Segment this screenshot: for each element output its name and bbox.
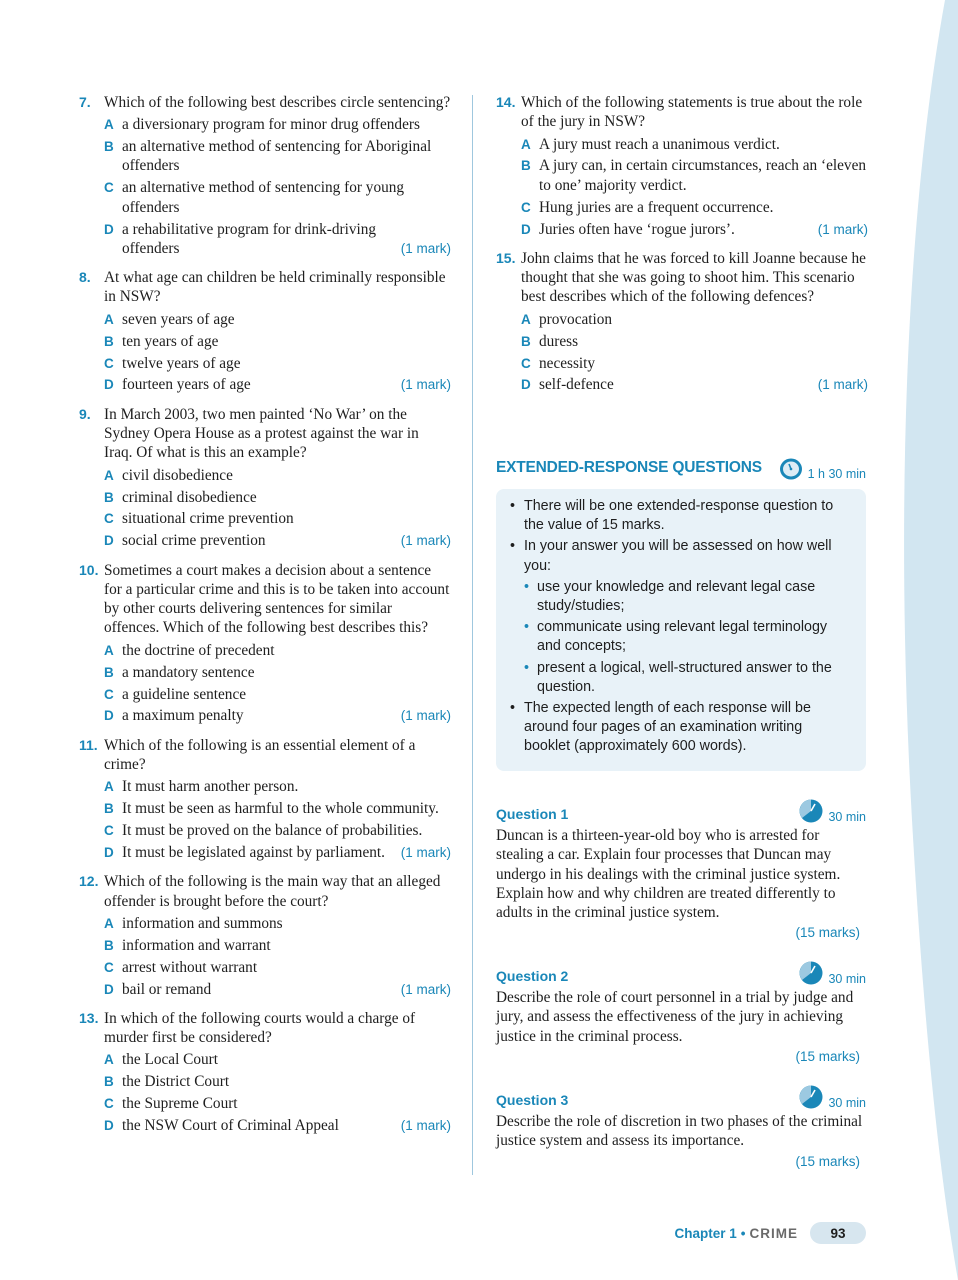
mc-question: [79, 405, 451, 551]
answer-options: [104, 466, 451, 551]
answer-options: [104, 641, 451, 726]
answer-option: [104, 488, 451, 507]
option-text: situational crime prevention: [122, 510, 294, 528]
option-text: social crime prevention: [122, 532, 266, 550]
answer-option: [104, 843, 451, 862]
answer-option: [104, 1116, 451, 1135]
option-letter: D: [104, 1118, 114, 1134]
option-text: the District Court: [122, 1073, 230, 1091]
option-letter: C: [521, 355, 531, 371]
question-text: Which of the following is an essential element of a crime?: [104, 736, 416, 774]
answer-option: [104, 1050, 451, 1069]
answer-options: [521, 310, 868, 395]
question-stem: [79, 561, 451, 638]
question-number: 14.: [496, 94, 516, 110]
page-footer: [674, 1222, 866, 1244]
option-letter: B: [104, 937, 114, 953]
answer-option: [104, 799, 451, 818]
option-letter: C: [104, 959, 114, 975]
mc-question: [79, 1009, 451, 1136]
mc-question: [79, 736, 451, 863]
option-letter: D: [104, 377, 114, 393]
option-text: Hung juries are a frequent occurrence.: [539, 198, 774, 216]
question-text: Sometimes a court makes a decision about a sentence for a particular crime and this is to be taken into account by other courts delivering sentences for similar offences. Which of the following best describes this?: [104, 561, 450, 637]
option-text: self-defence: [539, 376, 614, 394]
option-text: fourteen years of age: [122, 376, 251, 394]
option-text: twelve years of age: [122, 354, 241, 372]
question-time: 30 min: [798, 1084, 866, 1110]
option-letter: D: [521, 377, 531, 393]
option-text: A jury can, in certain circumstances, reach an ‘eleven to one’ majority verdict.: [539, 157, 867, 194]
answer-option: [104, 531, 451, 550]
option-letter: C: [104, 823, 114, 839]
answer-option: [521, 198, 868, 217]
option-text: the Supreme Court: [122, 1095, 238, 1113]
question-stem: [79, 872, 451, 911]
answer-option: [104, 466, 451, 485]
answer-option: [104, 821, 451, 840]
option-text: an alternative method of sentencing for young offenders: [122, 179, 405, 216]
answer-option: [521, 354, 868, 373]
option-text: criminal disobedience: [122, 488, 257, 506]
stopwatch-icon: [778, 457, 804, 481]
option-text: a rehabilitative program for drink-driving offenders: [122, 220, 377, 257]
answer-option: [104, 685, 451, 704]
option-letter: A: [104, 779, 114, 795]
answer-option: [521, 156, 868, 195]
mark-value: (1 mark): [400, 533, 451, 549]
column-divider: [472, 95, 473, 1175]
option-letter: B: [104, 664, 114, 680]
footer-topic: CRIME: [749, 1225, 798, 1241]
question-text: Describe the role of discretion in two phases of the criminal justice system and assess its importance.: [496, 1113, 863, 1150]
option-letter: B: [104, 139, 114, 155]
option-text: information and warrant: [122, 936, 271, 954]
option-text: a guideline sentence: [122, 685, 247, 703]
question-time: 30 min: [798, 798, 866, 824]
instruction-bullet: • The expected length of each response will be around four pages of an examination writing booklet (approximately 600 words).: [510, 700, 811, 755]
question-text: Which of the following best describes circle sentencing?: [104, 94, 451, 111]
question-stem: [79, 1009, 451, 1048]
question-stem: [496, 93, 868, 132]
question-title: Question 1: [496, 806, 569, 822]
answer-option: [104, 354, 451, 373]
option-text: provocation: [539, 310, 613, 328]
question-title: Question 2: [496, 968, 569, 984]
answer-option: [521, 310, 868, 329]
option-letter: A: [104, 311, 114, 327]
instruction-sub-bullet: • communicate using relevant legal terminology and concepts;: [524, 619, 828, 655]
option-text: A jury must reach a unanimous verdict.: [539, 135, 780, 153]
option-letter: B: [104, 489, 114, 505]
stopwatch-icon: [798, 798, 824, 824]
answer-option: [104, 936, 451, 955]
answer-option: [104, 115, 451, 134]
instruction-sub-bullet: • use your knowledge and relevant legal case study/studies;: [524, 578, 816, 615]
option-text: bail or remand: [122, 980, 212, 998]
option-letter: A: [104, 642, 114, 658]
instructions-box: [496, 489, 866, 771]
answer-option: [104, 914, 451, 933]
answer-option: [104, 1094, 451, 1113]
option-text: an alternative method of sentencing for Aboriginal offenders: [122, 138, 432, 175]
option-letter: B: [521, 158, 531, 174]
answer-option: [104, 958, 451, 977]
extended-question-3: [496, 1086, 868, 1169]
question-text: John claims that he was forced to kill Joanne because he thought that she was going to shoot him. This scenario best describes which of the following defences?: [521, 249, 866, 306]
option-letter: C: [104, 180, 114, 196]
question-stem: [79, 268, 451, 307]
extended-time-label: 1 h 30 min: [807, 467, 866, 481]
mark-value: (1 mark): [817, 221, 868, 237]
answer-option: [521, 375, 868, 394]
option-letter: B: [104, 801, 114, 817]
answer-option: [104, 980, 451, 999]
option-letter: D: [521, 221, 531, 237]
question-text: Which of the following is the main way that an alleged offender is brought before the court?: [104, 873, 441, 910]
answer-option: [104, 220, 451, 259]
mark-value: (1 mark): [400, 981, 451, 997]
option-letter: C: [104, 1096, 114, 1112]
question-marks: (15 marks): [795, 1153, 860, 1169]
instruction-sub-bullet: • present a logical, well-structured answer to the question.: [524, 659, 832, 695]
mark-value: (1 mark): [400, 708, 451, 724]
mark-value: (1 mark): [400, 845, 451, 860]
answer-option: [104, 641, 451, 660]
left-column: [79, 93, 451, 1145]
answer-option: [521, 135, 868, 154]
question-text: At what age can children be held criminally responsible in NSW?: [104, 269, 446, 306]
question-text: In which of the following courts would a charge of murder first be considered?: [104, 1009, 416, 1047]
question-stem: [79, 736, 451, 775]
question-number: 12.: [79, 873, 99, 890]
option-letter: D: [104, 708, 114, 724]
right-column: [496, 93, 868, 1169]
question-stem: [79, 405, 451, 463]
option-letter: C: [521, 199, 531, 215]
mc-question: [79, 93, 451, 258]
answer-option: [104, 137, 451, 176]
mark-value: (1 mark): [400, 377, 451, 393]
answer-option: [104, 509, 451, 528]
option-letter: A: [521, 136, 531, 152]
option-text: a maximum penalty: [122, 707, 244, 725]
answer-option: [104, 777, 451, 796]
right-multiple-choice: [496, 93, 868, 395]
question-text: Which of the following statements is true about the role of the jury in NSW?: [521, 94, 863, 131]
option-text: necessity: [539, 354, 596, 372]
answer-option: [104, 663, 451, 682]
mark-value: (1 mark): [400, 240, 451, 256]
question-marks: (15 marks): [795, 925, 860, 941]
extended-question-2: [496, 962, 868, 1064]
answer-option: [104, 375, 451, 394]
answer-option: [104, 178, 451, 217]
question-stem: [496, 249, 868, 307]
option-text: It must be legislated against by parliament.: [122, 844, 385, 861]
option-letter: B: [104, 333, 114, 349]
extended-response-header: [496, 457, 868, 481]
answer-option: [104, 706, 451, 725]
answer-options: [104, 777, 451, 862]
option-text: duress: [539, 332, 579, 350]
answer-options: [104, 115, 451, 258]
option-text: Juries often have ‘rogue jurors’.: [539, 220, 735, 238]
mark-value: (1 mark): [400, 1118, 451, 1134]
option-text: seven years of age: [122, 310, 235, 328]
option-text: arrest without warrant: [122, 958, 258, 976]
option-text: a diversionary program for minor drug offenders: [122, 116, 420, 134]
question-marks: (15 marks): [795, 1048, 860, 1064]
question-text: Describe the role of court personnel in a trial by judge and jury, and assess the effectiveness of the jury in achieving justice in the criminal process.: [496, 989, 854, 1045]
option-letter: A: [104, 1052, 114, 1068]
option-text: the doctrine of precedent: [122, 641, 275, 659]
option-text: It must harm another person.: [122, 778, 299, 796]
option-letter: D: [104, 221, 114, 237]
stopwatch-icon: [798, 1084, 824, 1110]
extended-time-wrap: [778, 457, 866, 481]
option-letter: D: [104, 845, 114, 860]
answer-option: [104, 310, 451, 329]
answer-option: [104, 332, 451, 351]
mc-question: [496, 249, 868, 395]
question-time: 30 min: [798, 960, 866, 986]
option-text: a mandatory sentence: [122, 663, 255, 681]
instruction-bullet: • In your answer you will be assessed on how well you:: [510, 538, 832, 574]
mc-question: [79, 872, 451, 999]
option-letter: A: [104, 467, 114, 483]
answer-options: [104, 914, 451, 999]
answer-options: [521, 135, 868, 239]
option-text: ten years of age: [122, 332, 219, 350]
mc-question: [79, 561, 451, 726]
question-title: Question 3: [496, 1092, 569, 1108]
answer-option: [521, 332, 868, 351]
option-letter: C: [104, 355, 114, 371]
option-letter: A: [104, 117, 114, 133]
option-letter: B: [521, 333, 531, 349]
question-number: 13.: [79, 1009, 99, 1026]
option-text: civil disobedience: [122, 466, 233, 484]
question-text: In March 2003, two men painted ‘No War’ on the Sydney Opera House as a protest against the war in Iraq. Of what is this an example?: [104, 405, 419, 462]
option-letter: C: [104, 511, 114, 527]
question-number: 7.: [79, 94, 91, 110]
option-letter: A: [521, 311, 531, 327]
option-letter: D: [104, 533, 114, 549]
question-stem: [79, 93, 451, 112]
footer-chapter: Chapter 1: [674, 1225, 737, 1241]
answer-option: [521, 220, 868, 239]
mc-question: [79, 268, 451, 395]
option-text: It must be proved on the balance of probabilities.: [122, 822, 423, 840]
answer-option: [104, 1072, 451, 1091]
question-number: 10.: [79, 561, 99, 578]
option-letter: C: [104, 686, 114, 702]
answer-options: [104, 310, 451, 395]
option-letter: B: [104, 1074, 114, 1090]
option-letter: A: [104, 915, 114, 931]
question-number: 11.: [79, 736, 98, 753]
option-text: It must be seen as harmful to the whole community.: [122, 800, 439, 818]
option-text: information and summons: [122, 914, 283, 932]
question-number: 8.: [79, 269, 91, 286]
question-number: 15.: [496, 249, 516, 266]
extended-question-1: [496, 800, 868, 940]
option-text: the Local Court: [122, 1051, 219, 1069]
option-letter: D: [104, 981, 114, 997]
instruction-bullet: • There will be one extended-response question to the value of 15 marks.: [510, 498, 834, 534]
option-text: the NSW Court of Criminal Appeal: [122, 1117, 339, 1135]
footer-separator: •: [740, 1225, 746, 1241]
page-number: 93: [810, 1222, 866, 1244]
question-text: Duncan is a thirteen-year-old boy who is arrested for stealing a car. Explain four processes that Duncan may undergo in his dealings with the criminal justice system. Explain how and why children are treated differently to adults in the criminal justice system.: [496, 827, 841, 922]
extended-response-title: EXTENDED-RESPONSE QUESTIONS: [496, 459, 762, 476]
mc-question: [496, 93, 868, 239]
answer-options: [104, 1050, 451, 1135]
stopwatch-icon: [798, 960, 824, 986]
question-number: 9.: [79, 405, 91, 422]
mark-value: (1 mark): [817, 377, 868, 393]
